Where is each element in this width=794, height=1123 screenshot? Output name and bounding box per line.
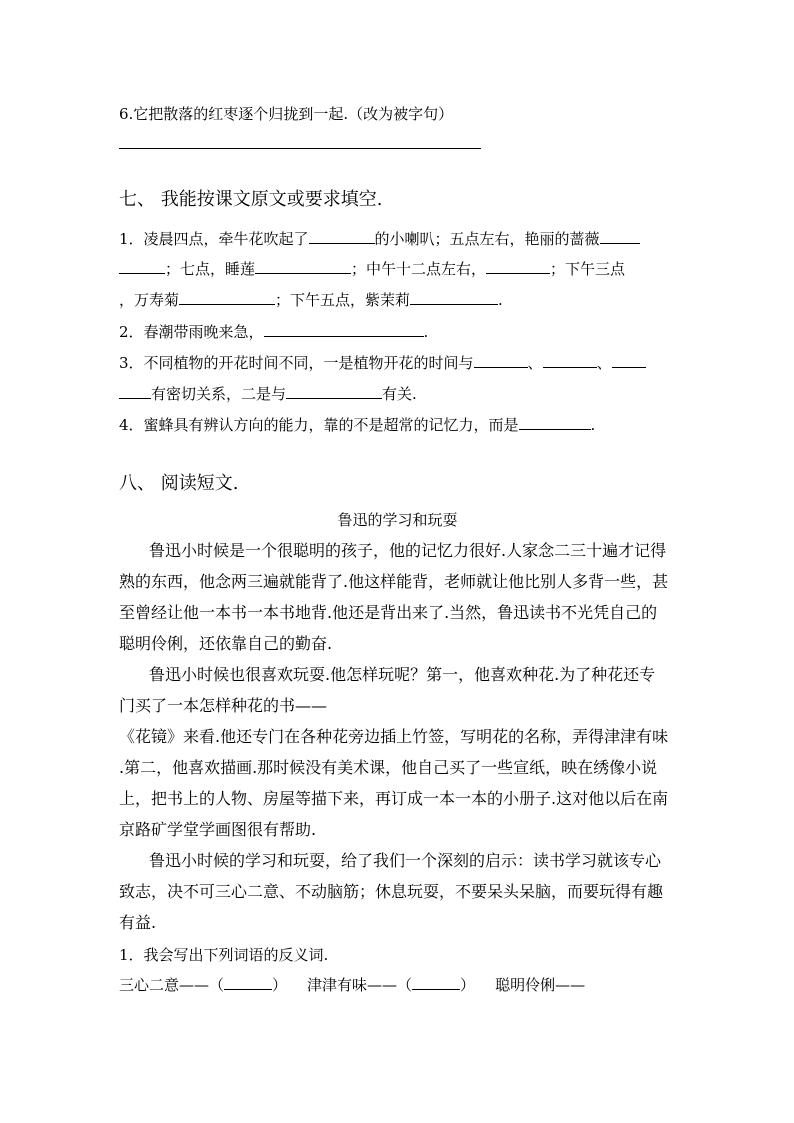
item-2-text-b: . [423, 323, 429, 341]
section-8-heading: 八、 阅读短文. [119, 473, 239, 494]
item-3-sep: 、 [527, 354, 543, 372]
item-1-text-b: 的小喇叭；五点左右，艳丽的蔷薇 [374, 230, 600, 248]
question-8-1: 1．我会写出下列词语的反义词. [119, 946, 329, 964]
blank[interactable] [612, 353, 646, 368]
passage-line: 熟的东西，他念两三遍就能背了.他这样能背，老师就让他比别人多背一些，甚 [119, 572, 669, 591]
passage-line: 聪明伶俐，还依靠自己的勤奋. [119, 634, 333, 653]
fill-item-3-line-2 [119, 384, 676, 404]
passage-line: 至曾经让他一本书一本书地背.他还是背出来了.当然，鲁迅读书不光凭自己的 [119, 603, 658, 622]
antonym-c: 聪明伶俐—— [495, 976, 586, 994]
blank[interactable] [519, 415, 591, 430]
item-4-text-a: 4．蜜蜂具有辨认方向的能力，靠的不是超常的记忆力，而是 [119, 416, 519, 434]
passage-line: 有益. [119, 913, 157, 932]
antonym-row [119, 975, 676, 995]
section-7-heading: 七、 我能按课文原文或要求填空. [119, 189, 383, 210]
passage-paragraph-2 [119, 659, 674, 845]
blank[interactable] [474, 353, 528, 368]
passage-paragraph-3 [119, 845, 674, 938]
item-1-text-a: 1．凌晨四点，牵牛花吹起了 [119, 230, 309, 248]
passage-title: 鲁迅的学习和玩耍 [337, 511, 458, 529]
fill-item-1-line-2 [119, 259, 676, 279]
passage-line: 《花镜》来看.他还专门在各种花旁边插上竹签，写明花的名称，弄得津津有味 [119, 727, 669, 746]
item-2-text-a: 2．春潮带雨晚来急， [119, 323, 264, 341]
passage-line: 鲁迅小时候的学习和玩耍，给了我们一个深刻的启示：读书学习就该专心 [149, 851, 662, 870]
blank[interactable] [600, 229, 640, 244]
blank[interactable] [119, 384, 151, 399]
blank[interactable] [119, 259, 165, 274]
blank[interactable] [255, 259, 351, 274]
passage-line: 门买了一本怎样种花的书—— [119, 696, 328, 715]
passage-paragraph-1 [119, 535, 674, 659]
item-3-sep: 、 [596, 354, 612, 372]
question-6: 6.它把散落的红枣逐个归拢到一起.（改为被字句） [119, 105, 454, 123]
answer-line [119, 148, 481, 149]
passage-line: 鲁迅小时候也很喜欢玩耍.他怎样玩呢？第一，他喜欢种花.为了种花还专 [149, 665, 656, 684]
item-1-text-d: ；中午十二点左右， [351, 260, 487, 278]
passage-line: .第二，他喜欢描画.那时候没有美术课，他自己买了一些宣纸，映在绣像小说 [119, 758, 658, 777]
antonym-a: 三心二意——（ [119, 976, 225, 994]
passage-line: 上，把书上的人物、房屋等描下来，再订成一本一本的小册子.这对他以后在南 [119, 789, 669, 808]
blank[interactable] [264, 322, 424, 337]
blank[interactable] [309, 229, 375, 244]
blank[interactable] [410, 290, 498, 305]
blank[interactable] [412, 975, 460, 990]
fill-item-3-line-1 [119, 353, 676, 373]
blank[interactable] [543, 353, 597, 368]
item-1-text-f: ，万寿菊 [119, 291, 180, 309]
item-1-text-g: ；下午五点，紫茉莉 [275, 291, 411, 309]
fill-item-1-line-1 [119, 229, 676, 249]
blank[interactable] [286, 384, 382, 399]
item-1-text-c: ；七点，睡莲 [165, 260, 256, 278]
antonym-b: 津津有味——（ [307, 976, 413, 994]
blank[interactable] [224, 975, 272, 990]
blank[interactable] [486, 259, 550, 274]
fill-item-4 [119, 415, 676, 435]
item-3-text-a: 3．不同植物的开花时间不同，一是植物开花的时间与 [119, 354, 474, 372]
item-3-text-c: 有关. [382, 385, 417, 403]
item-1-text-h: . [498, 291, 503, 309]
passage-line: 致志，决不可三心二意、不动脑筋；休息玩耍，不要呆头呆脑，而要玩得有趣 [119, 882, 664, 901]
item-4-text-b: . [590, 416, 596, 434]
item-3-text-b: 有密切关系，二是与 [151, 385, 287, 403]
passage-line: 鲁迅小时候是一个很聪明的孩子，他的记忆力很好.人家念二三十遍才记得 [149, 541, 667, 560]
fill-item-1-line-3 [119, 290, 676, 310]
passage-line: 京路矿学堂学画图很有帮助. [119, 820, 317, 839]
antonym-b-end: ） [460, 976, 476, 994]
antonym-a-end: ） [272, 976, 288, 994]
fill-item-2 [119, 322, 676, 342]
item-1-text-e: ；下午三点 [550, 260, 626, 278]
blank[interactable] [179, 290, 275, 305]
